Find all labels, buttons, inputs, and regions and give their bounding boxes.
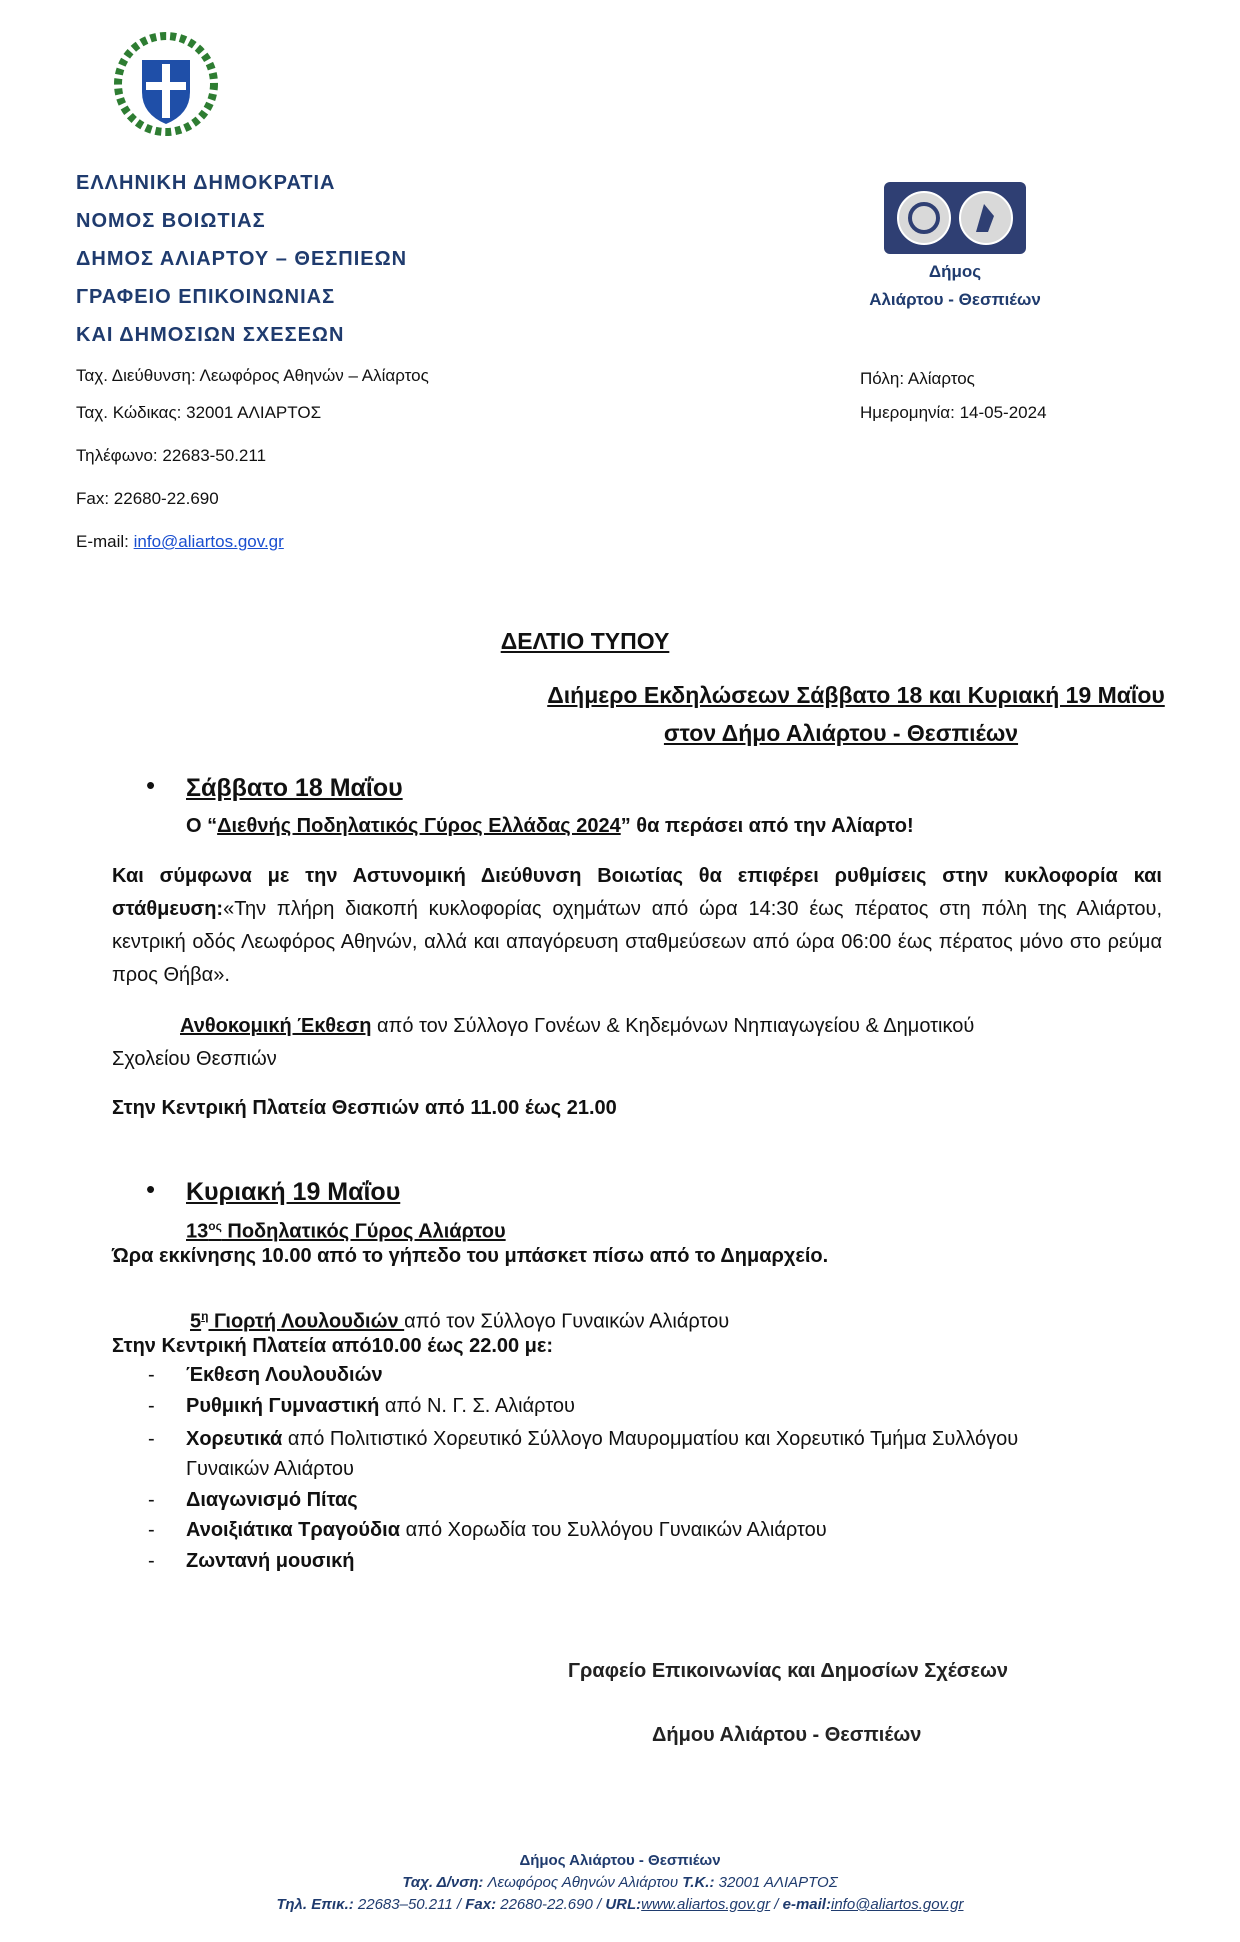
list-item: - Ρυθμική Γυμναστική από Ν. Γ. Σ. Αλιάρτου — [148, 1395, 575, 1417]
org-line-1: ΕΛΛΗΝΙΚΗ ΔΗΜΟΚΡΑΤΙΑ — [76, 172, 336, 194]
saturday-tour-name: Διεθνής Ποδηλατικός Γύρος Ελλάδας 2024 — [217, 815, 621, 837]
signature-line-1: Γραφείο Επικοινωνίας και Δημοσίων Σχέσεων — [568, 1660, 1008, 1682]
bullet-saturday: • — [146, 770, 156, 800]
festival-name: Γιορτή Λουλουδιών — [208, 1310, 405, 1333]
doc-subtitle-1: Διήμερο Εκδηλώσεων Σάββατο 18 και Κυριακή 19 Μαΐου — [547, 682, 1165, 708]
list-item-continuation: Γυναικών Αλιάρτου — [186, 1458, 354, 1480]
sunday-heading: Κυριακή 19 Μαΐου — [186, 1178, 401, 1206]
list-item: - Διαγωνισμό Πίτας — [148, 1489, 358, 1511]
address-line: Ταχ. Διεύθυνση: Λεωφόρος Αθηνών – Αλίαρτος — [76, 366, 429, 385]
list-item: - Ανοιξιάτικα Τραγούδια από Χορωδία του Συλλόγου Γυναικών Αλιάρτου — [148, 1519, 827, 1541]
logo-caption-2: Αλιάρτου - Θεσπιέων — [869, 290, 1041, 309]
footer-line-1: Δήμος Αλιάρτου - Θεσπιέων — [519, 1852, 721, 1869]
email-link[interactable]: info@aliartos.gov.gr — [133, 532, 284, 551]
org-line-2: ΝΟΜΟΣ ΒΟΙΩΤΙΑΣ — [76, 210, 266, 232]
email-label: E-mail: — [76, 532, 134, 551]
festival-line: $5^\eta$ Γιορτή Λουλουδιών από τον Σύλλογο Γυναικών Αλιάρτου — [190, 1309, 730, 1333]
footer-line-3: Τηλ. Επικ.: 22683–50.211 / Fax: 22680-22.690 / URL:www.aliartos.gov.gr / e-mail:info@aliartos.gov.gr — [276, 1896, 964, 1913]
org-line-4: ΓΡΑΦΕΙΟ ΕΠΙΚΟΙΝΩΝΙΑΣ — [76, 286, 336, 308]
footer-line-2: Ταχ. Δ/νση: Λεωφόρος Αθηνών Αλιάρτου Τ.Κ.: 32001 ΑΛΙΑΡΤΟΣ — [402, 1874, 838, 1891]
email-line — [76, 532, 284, 552]
fax-line: Fax: 22680-22.690 — [76, 489, 219, 508]
flower-show-line: Ανθοκομική Έκθεση από τον Σύλλογο Γονέων & Κηδεμόνων Νηπιαγωγείου & Δημοτικού — [180, 1015, 975, 1037]
police-paragraph — [112, 860, 1162, 992]
list-item: - Χορευτικά από Πολιτιστικό Χορευτικό Σύλλογο Μαυρομματίου και Χορευτικό Τμήμα Συλλόγου — [148, 1428, 1019, 1450]
phone-line: Τηλέφωνο: 22683-50.211 — [76, 446, 267, 465]
sunday-tour-line: $13^{o\varsigma}$ Ποδηλατικός Γύρος Αλιάρτου — [186, 1219, 506, 1243]
list-item: - Ζωντανή μουσική — [148, 1550, 355, 1572]
sunday-tour-start: Ώρα εκκίνησης 10.00 από το γήπεδο του μπάσκετ πίσω από το Δημαρχείο. — [112, 1245, 829, 1267]
saturday-tour-line: Ο “Διεθνής Ποδηλατικός Γύρος Ελλάδας 2024” θα περάσει από την Αλίαρτο! — [186, 815, 914, 837]
flower-show-name: Ανθοκομική Έκθεση — [180, 1015, 372, 1037]
footer-email-link[interactable]: info@aliartos.gov.gr — [830, 1896, 964, 1913]
org-line-5: ΚΑΙ ΔΗΜΟΣΙΩΝ ΣΧΕΣΕΩΝ — [76, 324, 345, 346]
police-bold-text: Και σύμφωνα με την Αστυνομική Διεύθυνση Βοιωτίας θα επιφέρει ρυθμίσεις στην κυκλοφορία και στάθμευση: — [112, 865, 1162, 920]
signature-line-2: Δήμου Αλιάρτου - Θεσπιέων — [652, 1724, 922, 1746]
logo-caption-1: Δήμος — [928, 262, 982, 281]
date-line: Ημερομηνία: 14-05-2024 — [860, 403, 1047, 422]
police-regular-text: «Την πλήρη διακοπή κυκλοφορίας οχημάτων από ώρα 14:30 έως πέρατος στη πόλη της Αλιάρτου, κεντρική οδός Λεωφόρος Αθηνών, αλλά και απαγόρευση σταθμεύσεων από ώρα 06:00 έως πέρατος μόνο στο ρεύμα προς Θήβα». — [112, 898, 1162, 986]
postal-line: Ταχ. Κώδικας: 32001 ΑΛΙΑΡΤΟΣ — [76, 403, 322, 422]
bullet-sunday: • — [146, 1174, 156, 1204]
flower-show-line-2: Σχολείου Θεσπιών — [112, 1048, 277, 1070]
list-item: - Έκθεση Λουλουδιών — [148, 1364, 383, 1386]
flower-show-place: Στην Κεντρική Πλατεία Θεσπιών από 11.00 έως 21.00 — [112, 1097, 617, 1119]
doc-subtitle-2: στον Δήμο Αλιάρτου - Θεσπιέων — [663, 720, 1019, 746]
festival-place: Στην Κεντρική Πλατεία από10.00 έως 22.00 με: — [112, 1335, 554, 1357]
org-line-3: ΔΗΜΟΣ ΑΛΙΑΡΤΟΥ – ΘΕΣΠΙΕΩΝ — [76, 248, 408, 270]
municipality-logo-icon — [884, 182, 1026, 254]
greek-emblem-icon — [112, 30, 220, 138]
footer-url-link[interactable]: www.aliartos.gov.gr — [641, 1896, 771, 1913]
city-line: Πόλη: Αλίαρτος — [860, 369, 975, 388]
saturday-heading: Σάββατο 18 Μαΐου — [186, 774, 403, 802]
doc-title: ΔΕΛΤΙΟ ΤΥΠΟΥ — [500, 628, 670, 654]
